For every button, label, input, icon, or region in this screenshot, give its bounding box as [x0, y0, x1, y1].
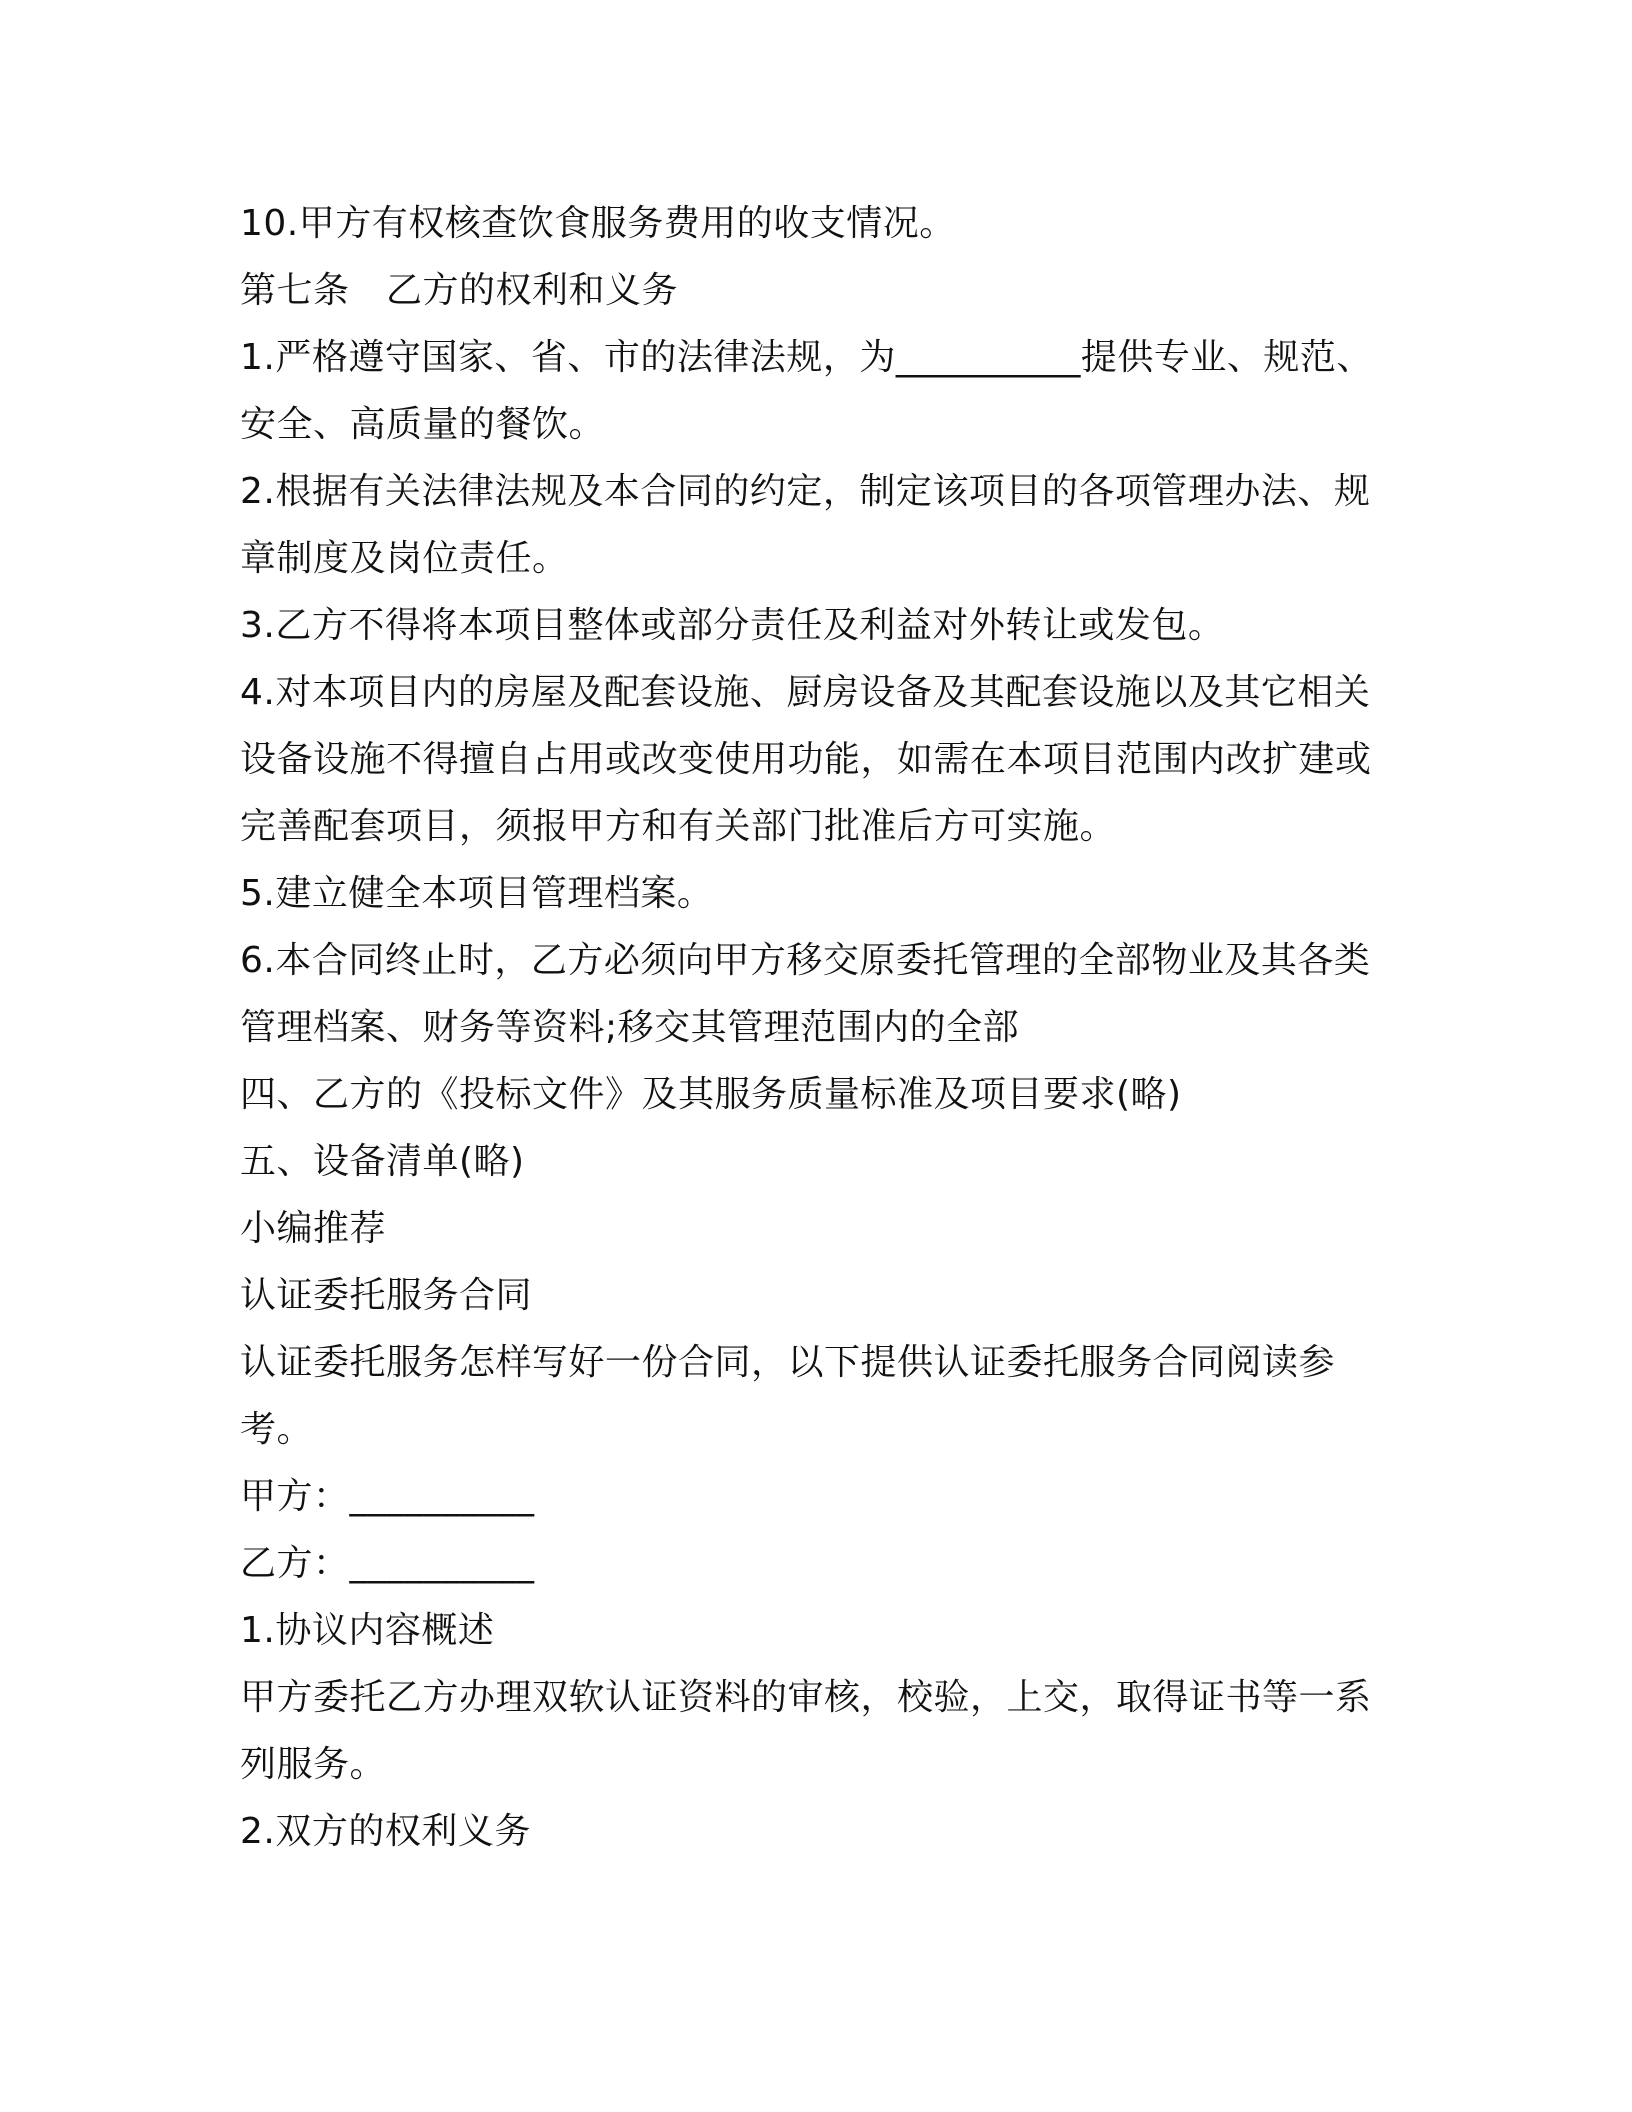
- heading-rights-obligations: 2.双方的权利义务: [240, 1811, 531, 1852]
- paragraph-duty-1: 1.严格遵守国家、省、市的法律法规，为__________提供专业、规范、安全、高质量的餐饮。: [240, 337, 1373, 445]
- heading-article-7: 第七条 乙方的权利和义务: [240, 270, 679, 311]
- document-body: [240, 190, 1380, 1865]
- recommended-contract-title: 认证委托服务合同: [240, 1275, 533, 1316]
- party-a-line: 甲方：__________: [240, 1476, 535, 1517]
- paragraph-duty-5: 5.建立健全本项目管理档案。: [240, 873, 714, 914]
- paragraph-duty-4: 4.对本项目内的房屋及配套设施、厨房设备及其配套设施以及其它相关设备设施不得擅自占用或改变使用功能，如需在本项目范围内改扩建或完善配套项目，须报甲方和有关部门批准后方可实施。: [240, 672, 1372, 847]
- paragraph-duty-2: 2.根据有关法律法规及本合同的约定，制定该项目的各项管理办法、规章制度及岗位责任。: [240, 471, 1371, 579]
- editor-recommendation-label: 小编推荐: [240, 1208, 387, 1249]
- party-b-line: 乙方：__________: [240, 1543, 535, 1584]
- paragraph-clause-10: 10.甲方有权核查饮食服务费用的收支情况。: [240, 203, 956, 244]
- paragraph-duty-3: 3.乙方不得将本项目整体或部分责任及利益对外转让或发包。: [240, 605, 1225, 646]
- paragraph-duty-6: 6.本合同终止时，乙方必须向甲方移交原委托管理的全部物业及其各类管理档案、财务等资料;移交其管理范围内的全部: [240, 940, 1371, 1048]
- heading-section-4: 四、乙方的《投标文件》及其服务质量标准及项目要求(略): [240, 1074, 1182, 1115]
- heading-agreement-overview: 1.协议内容概述: [240, 1610, 495, 1651]
- heading-section-5: 五、设备清单(略): [240, 1141, 525, 1182]
- recommended-contract-intro: 认证委托服务怎样写好一份合同，以下提供认证委托服务合同阅读参考。: [240, 1342, 1336, 1450]
- paragraph-agreement-overview: 甲方委托乙方办理双软认证资料的审核，校验，上交，取得证书等一系列服务。: [240, 1677, 1372, 1785]
